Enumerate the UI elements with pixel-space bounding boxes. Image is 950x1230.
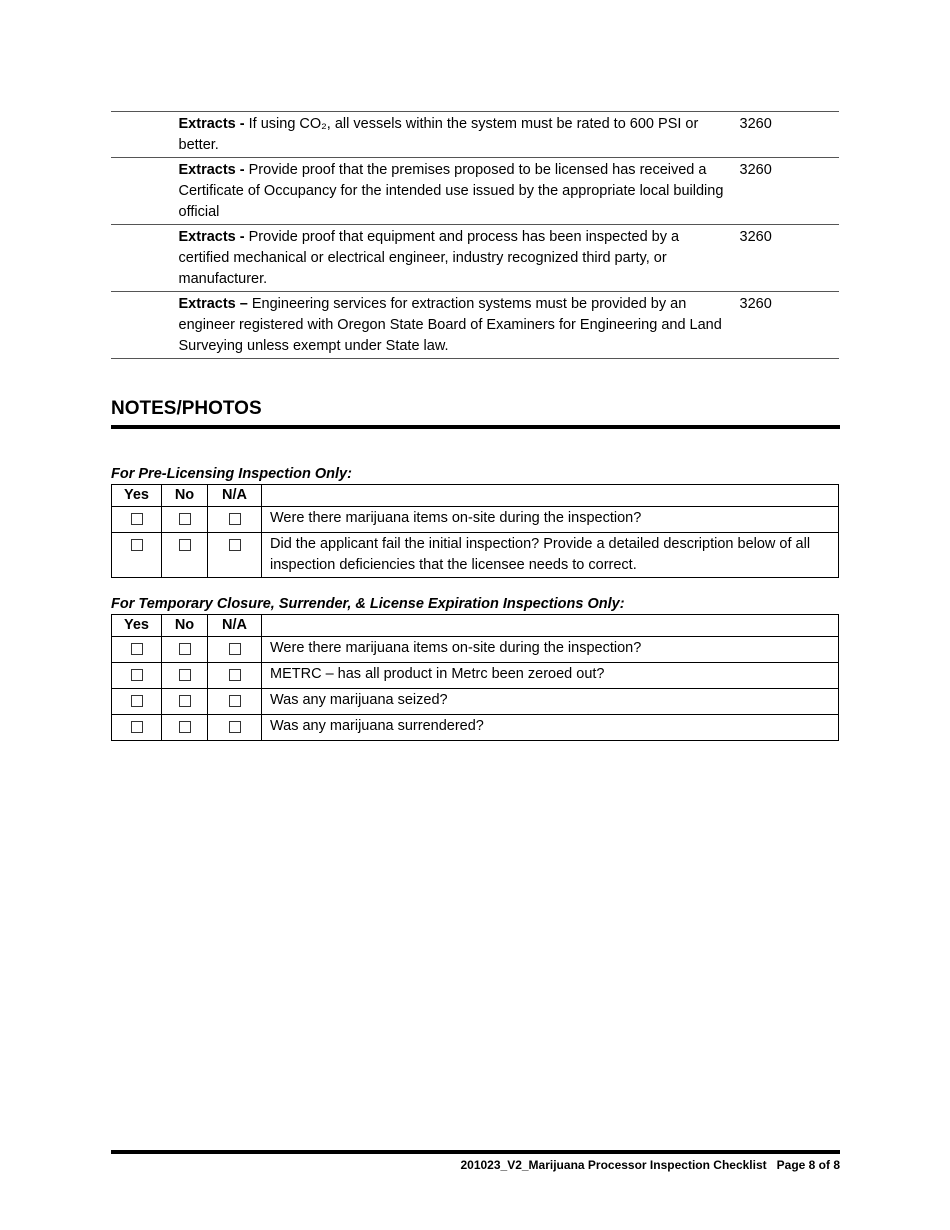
yes-checkbox[interactable] — [131, 513, 143, 525]
checklist-question: Were there marijuana items on-site during the inspection? — [262, 507, 839, 533]
na-column-header: N/A — [208, 615, 262, 637]
section-divider — [111, 425, 840, 429]
rule-code: 3260 — [732, 112, 840, 158]
yes-column-header: Yes — [112, 485, 162, 507]
checklist-row — [112, 507, 839, 533]
requirement-label: Extracts - — [178, 116, 245, 132]
no-checkbox[interactable] — [179, 513, 191, 525]
yes-checkbox[interactable] — [131, 643, 143, 655]
requirement-row — [111, 112, 839, 158]
requirement-text — [175, 292, 732, 359]
notes-photos-heading: NOTES/PHOTOS — [111, 398, 262, 419]
requirement-label: Extracts - — [178, 162, 245, 178]
na-checkbox[interactable] — [229, 539, 241, 551]
requirement-text — [175, 112, 732, 158]
requirement-description: If using CO₂, all vessels within the system must be rated to 600 PSI or better. — [178, 116, 699, 153]
checklist-row — [112, 637, 839, 663]
na-checkbox[interactable] — [229, 513, 241, 525]
checklist-row — [112, 663, 839, 689]
requirement-row — [111, 292, 839, 359]
requirement-label: Extracts – — [178, 296, 248, 312]
requirement-description: Engineering services for extraction systems must be provided by an engineer registered with Oregon State Board of Examiners for Engineering and Land Surveying unless exempt under State law. — [178, 296, 722, 354]
yes-checkbox[interactable] — [131, 721, 143, 733]
requirement-row — [111, 158, 839, 225]
requirement-label: Extracts - — [178, 229, 245, 245]
na-checkbox[interactable] — [229, 643, 241, 655]
yes-checkbox[interactable] — [131, 539, 143, 551]
requirement-description: Provide proof that the premises proposed to be licensed has received a Certificate of Occupancy for the intended use issued by the appropriate local building official — [178, 162, 724, 220]
no-column-header: No — [162, 485, 208, 507]
checklist-header-row — [112, 615, 839, 637]
checklist-question: METRC – has all product in Metrc been zeroed out? — [262, 663, 839, 689]
footer-page-number: Page 8 of 8 — [776, 1158, 840, 1172]
no-column-header: No — [162, 615, 208, 637]
checklist-row — [112, 689, 839, 715]
requirement-text — [175, 158, 732, 225]
pre-licensing-heading: For Pre-Licensing Inspection Only: — [111, 466, 352, 482]
closure-checklist — [111, 614, 839, 741]
checklist-question: Were there marijuana items on-site during the inspection? — [262, 637, 839, 663]
yes-checkbox[interactable] — [131, 669, 143, 681]
no-checkbox[interactable] — [179, 695, 191, 707]
rule-code: 3260 — [732, 292, 840, 359]
extracts-requirements-table — [111, 111, 839, 359]
checklist-row — [112, 533, 839, 578]
no-checkbox[interactable] — [179, 643, 191, 655]
no-checkbox[interactable] — [179, 669, 191, 681]
requirement-text — [175, 225, 732, 292]
rule-code: 3260 — [732, 158, 840, 225]
checklist-question: Did the applicant fail the initial inspection? Provide a detailed description below of all inspection deficiencies that the licensee needs to correct. — [262, 533, 839, 578]
requirement-description: Provide proof that equipment and process has been inspected by a certified mechanical or electrical engineer, industry recognized third party, or manufacturer. — [178, 229, 680, 287]
na-column-header: N/A — [208, 485, 262, 507]
na-checkbox[interactable] — [229, 721, 241, 733]
footer-divider — [111, 1150, 840, 1154]
checklist-question: Was any marijuana surrendered? — [262, 715, 839, 741]
checklist-row — [112, 715, 839, 741]
yes-column-header: Yes — [112, 615, 162, 637]
na-checkbox[interactable] — [229, 695, 241, 707]
page-footer — [111, 1157, 840, 1173]
closure-heading: For Temporary Closure, Surrender, & License Expiration Inspections Only: — [111, 596, 625, 612]
footer-document-name: 201023_V2_Marijuana Processor Inspection Checklist — [460, 1158, 767, 1172]
no-checkbox[interactable] — [179, 721, 191, 733]
yes-checkbox[interactable] — [131, 695, 143, 707]
checklist-header-row — [112, 485, 839, 507]
checklist-question: Was any marijuana seized? — [262, 689, 839, 715]
pre-licensing-checklist — [111, 484, 839, 578]
na-checkbox[interactable] — [229, 669, 241, 681]
no-checkbox[interactable] — [179, 539, 191, 551]
rule-code: 3260 — [732, 225, 840, 292]
requirement-row — [111, 225, 839, 292]
